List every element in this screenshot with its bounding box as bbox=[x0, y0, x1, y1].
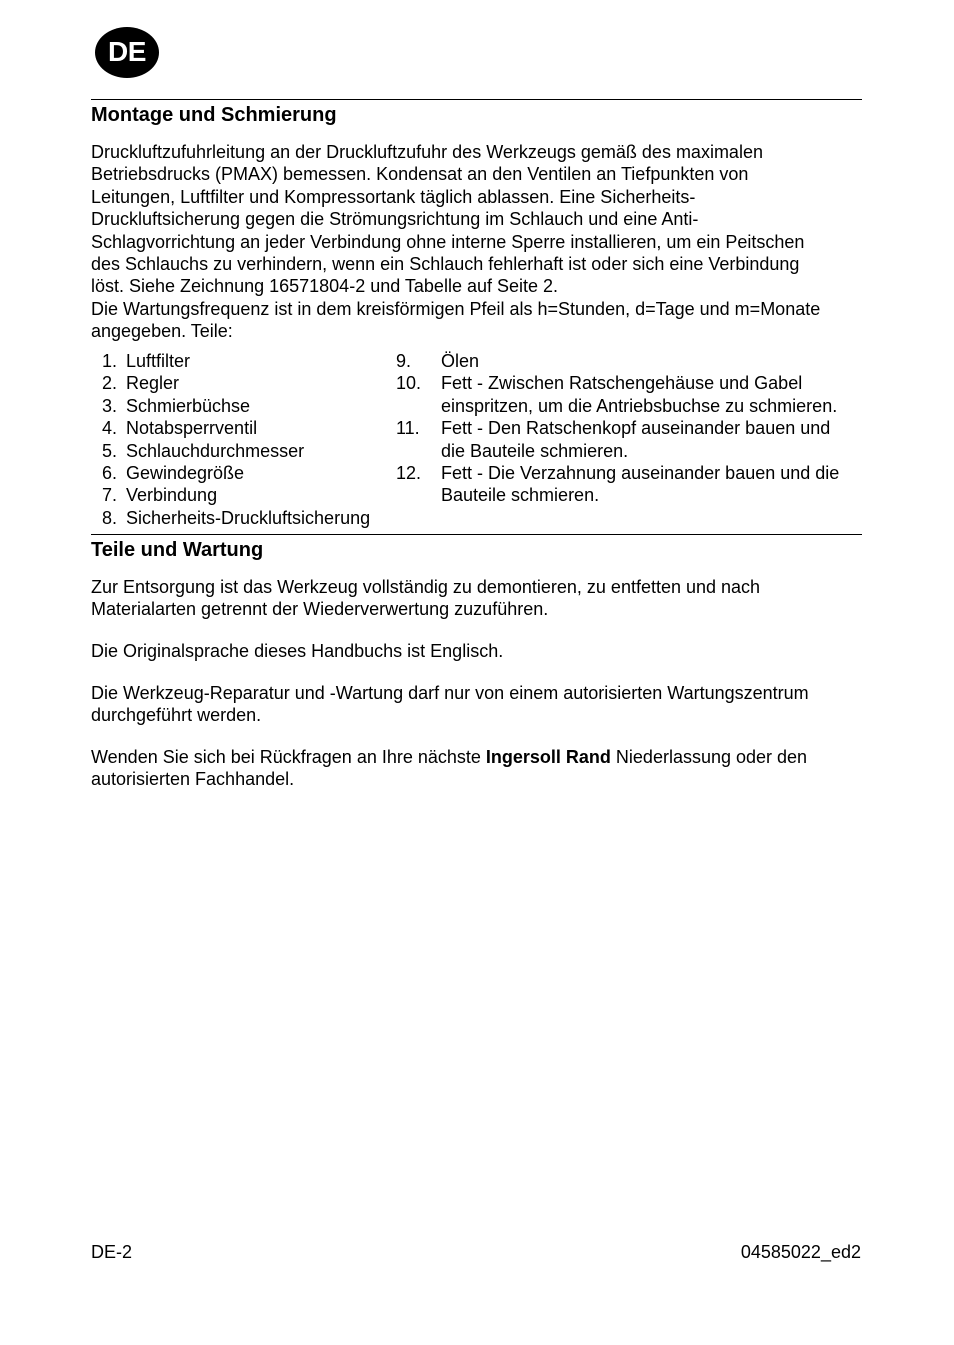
contact-paragraph: Wenden Sie sich bei Rückfragen an Ihre nächste Ingersoll Rand Niederlassung oder den autorisierten Fachhandel. bbox=[91, 747, 808, 790]
page-number: DE-2 bbox=[91, 1242, 133, 1262]
list-item: 4. Notabsperrventil bbox=[101, 418, 258, 439]
language-paragraph: Die Originalsprache dieses Handbuchs ist Englisch. bbox=[91, 641, 504, 661]
list-item: 10. Fett - Zwischen Ratschengehäuse und Gabel einspritzen, um die Antriebsbuchse zu schmieren. bbox=[396, 373, 838, 416]
montage-paragraph: Druckluftzufuhrleitung an der Druckluftzufuhr des Werkzeugs gemäß des maximalen Betriebsdrucks (PMAX) bemessen. Kondensat an den Ventilen an Tiefpunkten von Leitungen, Luftfilter und Kompressortank täglich ablassen. Eine Sicherheits- Druckluftsicherung gegen die Strömungsrichtung im Schlauch und eine Anti- Schlagvorrichtung an jeder Verbindung ohne interne Sperre installieren, um ein Peitschen des Schlauchs zu verhindern, wenn ein Schlauch fehlerhaft ist oder sich eine Verbindung löst. Siehe Zeichnung 16571804-2 und Tabelle auf Seite 2. Die Wartungsfrequenz ist in dem kreisförmigen Pfeil als h=Stunden, d=Tage und m=Monate angegeben. Teile: bbox=[91, 142, 821, 342]
parts-list-left bbox=[91, 350, 391, 529]
list-item: 2. Regler bbox=[101, 373, 180, 394]
list-item: 5. Schlauchdurchmesser bbox=[101, 440, 305, 461]
section-divider-top bbox=[91, 99, 862, 100]
list-item: 8. Sicherheits-Druckluftsicherung bbox=[101, 507, 371, 528]
parts-list-right bbox=[396, 350, 871, 507]
list-item: 12. Fett - Die Verzahnung auseinander bauen und die Bauteile schmieren. bbox=[396, 463, 840, 506]
repair-paragraph: Die Werkzeug-Reparatur und -Wartung darf nur von einem autorisierten Wartungszentrum durchgeführt werden. bbox=[91, 683, 809, 726]
brand-name: Ingersoll Rand bbox=[485, 747, 611, 767]
list-item: 3. Schmierbüchse bbox=[101, 395, 251, 416]
list-item: 1. Luftfilter bbox=[101, 351, 191, 371]
list-item: 6. Gewindegröße bbox=[101, 463, 245, 484]
document-id: 04585022_ed2 bbox=[740, 1242, 861, 1262]
list-item: 7. Verbindung bbox=[101, 485, 218, 506]
section-heading-montage: Montage und Schmierung bbox=[91, 104, 337, 126]
disposal-paragraph: Zur Entsorgung ist das Werkzeug vollständig zu demontieren, zu entfetten und nach Materialarten getrennt der Wiederverwertung zuzuführen. bbox=[91, 577, 761, 620]
list-item: 11. Fett - Den Ratschenkopf auseinander bauen und die Bauteile schmieren. bbox=[396, 418, 831, 461]
list-item: 9. Ölen bbox=[396, 351, 480, 371]
section-heading-teile: Teile und Wartung bbox=[91, 539, 264, 561]
section-divider-middle bbox=[91, 534, 862, 535]
language-badge bbox=[95, 27, 159, 78]
language-badge-label: DE bbox=[108, 36, 146, 68]
